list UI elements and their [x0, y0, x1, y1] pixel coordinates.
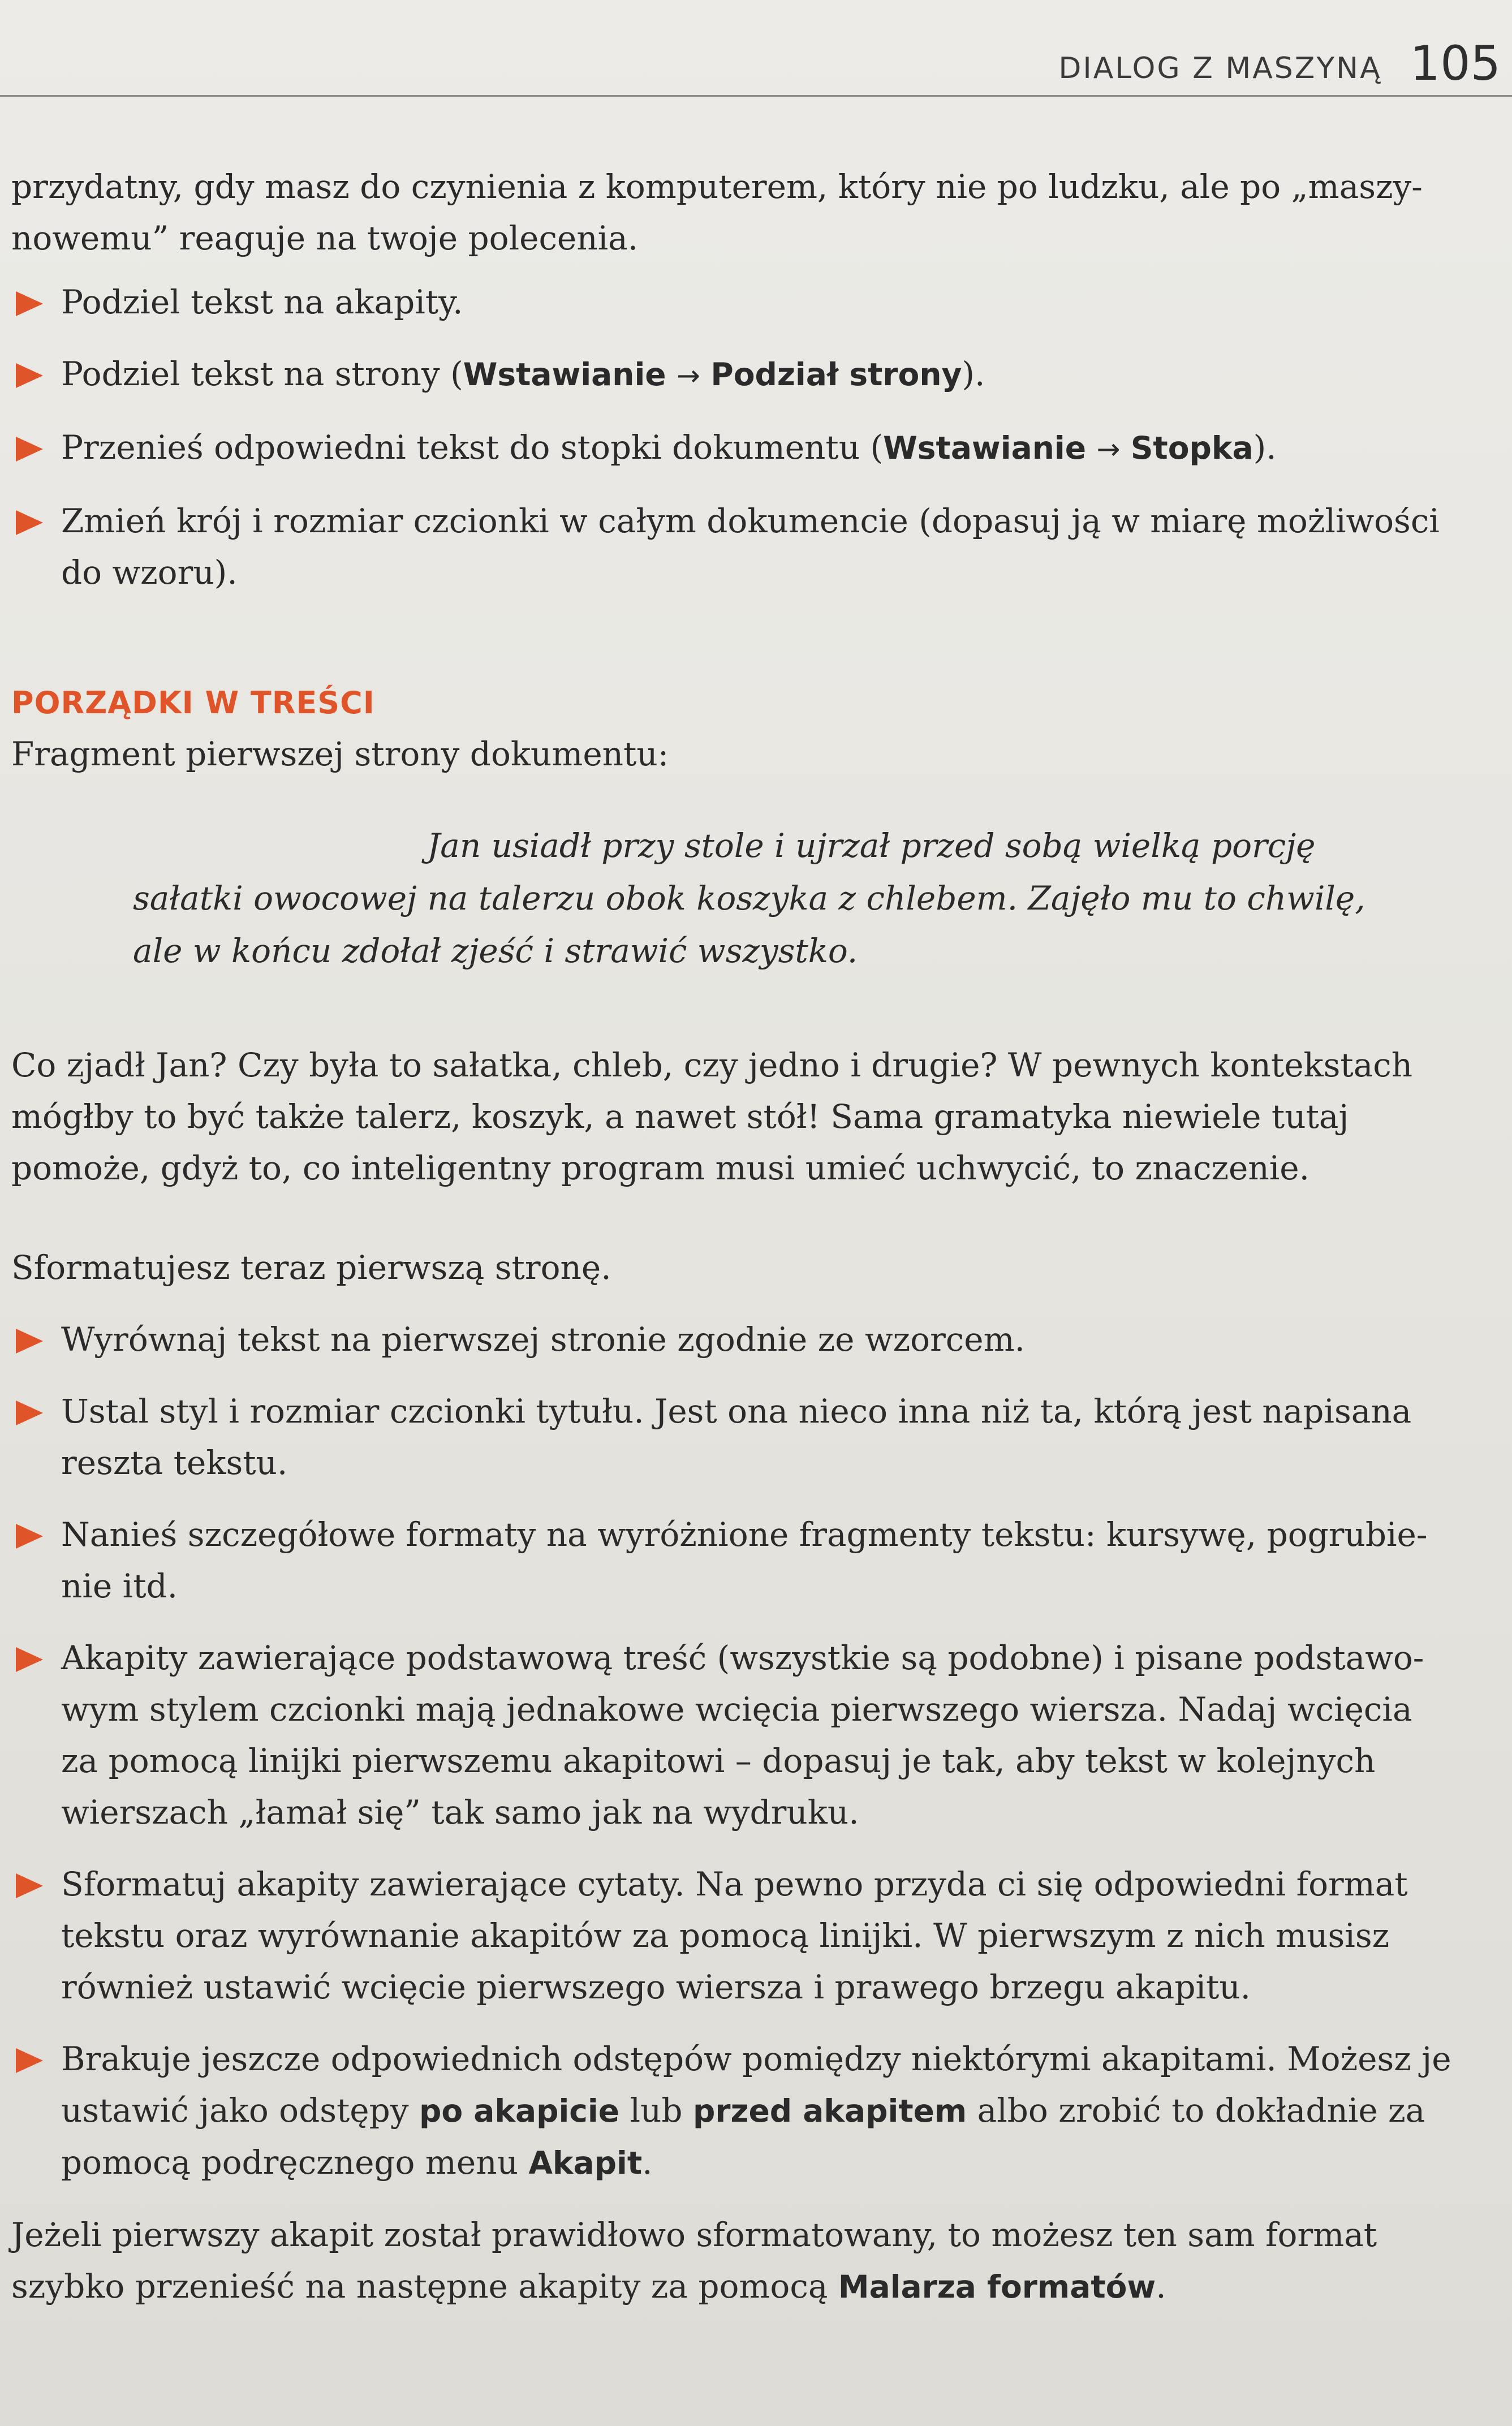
- triangle-bullet-icon: [16, 1647, 43, 1672]
- list-item-text: Wyrównaj tekst na pierwszej stronie zgodnie ze wzorcem.: [61, 1320, 1026, 1359]
- body-paragraph: Sformatujesz teraz pierwszą stronę.: [11, 1248, 611, 1287]
- menu-term: Podział strony: [710, 356, 962, 393]
- list-item-text: Ustal styl i rozmiar czcionki tytułu. Jest ona nieco inna niż ta, którą jest napisana reszta tekstu.: [61, 1392, 1412, 1482]
- arrow-right-icon: →: [677, 359, 700, 392]
- first-bullet-list: [11, 277, 1458, 598]
- header-rule: [0, 95, 1512, 97]
- list-item: [11, 2033, 1458, 2189]
- closing-text: .: [1156, 2267, 1166, 2306]
- quote-line: Jan usiadł przy stole i ujrzał przed sobą wielką porcję: [427, 826, 1316, 865]
- list-item-text: Sformatuj akapity zawierające cytaty. Na pewno przyda ci się odpowiedni format tekstu oraz wyrównanie akapitów za pomocą linijki. W pierwszym z nich musisz również ustawić wcięcie pierwszego wiersza i prawego brzegu akapitu.: [61, 1865, 1408, 2006]
- document-quote: [133, 820, 1458, 977]
- menu-term: Wstawianie: [883, 430, 1087, 466]
- closing-text: Jeżeli pierwszy akapit został prawidłowo sformatowany, to możesz ten sam format szybko przenieść na następne akapity za pomocą: [11, 2216, 1377, 2306]
- menu-term: Akapit: [528, 2145, 643, 2181]
- list-item: [11, 1314, 1458, 1365]
- closing-paragraph: [11, 2209, 1458, 2313]
- list-item-text: lub: [619, 2091, 693, 2130]
- list-item-text: albo zrobić to dokładnie za pomocą podręcznego menu: [61, 2091, 1425, 2182]
- option-term: po akapicie: [419, 2093, 620, 2129]
- page-content: [11, 161, 1458, 2313]
- list-item: [11, 1509, 1458, 1612]
- list-item: [11, 1859, 1458, 2013]
- tool-term: Malarza formatów: [838, 2269, 1156, 2305]
- intro-paragraph: przydatny, gdy masz do czynienia z komputerem, który nie po ludzku, ale po „maszy- nowemu” reaguje na twoje polecenia.: [11, 167, 1423, 257]
- list-item-text: Akapity zawierające podstawową treść (wszystkie są podobne) i pisane podstawo- wym stylem czcionki mają jednakowe wcięcia pierwszego wiersza. Nadaj wcięcia za pomocą linijki pierwszemu akapitowi – dopasuj je tak, aby tekst w kolejnych wierszach „łamał się” tak samo jak na wydruku.: [61, 1639, 1424, 1832]
- page-number: 105: [1410, 36, 1501, 91]
- list-item-text: ).: [1253, 428, 1277, 467]
- list-item-text: Przenieś odpowiedni tekst do stopki dokumentu (: [61, 428, 884, 467]
- list-item-text: Podziel tekst na akapity.: [61, 283, 463, 321]
- list-item-text: Zmień krój i rozmiar czcionki w całym dokumencie (dopasuj ją w miarę możliwości do wzoru).: [61, 502, 1440, 592]
- list-item: [11, 422, 1458, 475]
- list-item-text: Podziel tekst na strony (: [61, 355, 463, 393]
- list-item: [11, 348, 1458, 402]
- triangle-bullet-icon: [16, 1873, 43, 1898]
- list-item: [11, 277, 1458, 328]
- list-item-text: Brakuje jeszcze odpowiednich odstępów pomiędzy niektórymi akapitami. Możesz je ustawić jako odstępy: [61, 2040, 1451, 2130]
- second-bullet-list: [11, 1314, 1458, 2189]
- option-term: przed akapitem: [692, 2093, 967, 2129]
- quote-line: ale w końcu zdołał zjeść i strawić wszystko.: [133, 932, 858, 970]
- triangle-bullet-icon: [16, 510, 43, 535]
- triangle-bullet-icon: [16, 363, 43, 388]
- running-head: DIALOG Z MASZYNĄ: [1058, 51, 1382, 85]
- menu-term: Wstawianie: [463, 356, 666, 393]
- quote-line: sałatki owocowej na talerzu obok koszyka z chlebem. Zajęło mu to chwilę,: [133, 879, 1365, 917]
- triangle-bullet-icon: [16, 437, 43, 462]
- triangle-bullet-icon: [16, 1329, 43, 1354]
- page-header: [0, 31, 1501, 93]
- list-item: [11, 1386, 1458, 1489]
- triangle-bullet-icon: [16, 291, 43, 316]
- list-item: [11, 1632, 1458, 1838]
- triangle-bullet-icon: [16, 2048, 43, 2073]
- list-item-text: .: [642, 2143, 653, 2182]
- triangle-bullet-icon: [16, 1524, 43, 1549]
- arrow-right-icon: →: [1096, 433, 1121, 466]
- triangle-bullet-icon: [16, 1401, 43, 1425]
- menu-term: Stopka: [1130, 430, 1253, 466]
- list-item-text: Nanieś szczegółowe formaty na wyróżnione fragmenty tekstu: kursywę, pogrubie- nie itd.: [61, 1515, 1428, 1605]
- list-item: [11, 495, 1458, 598]
- section-title: PORZĄDKI W TREŚCI: [11, 685, 375, 721]
- body-paragraph: Co zjadł Jan? Czy była to sałatka, chleb, czy jedno i drugie? W pewnych kontekstach mógłby to być także talerz, koszyk, a nawet stół! Sama gramatyka niewiele tutaj pomoże, gdyż to, co inteligentny program musi umieć uchwycić, to znaczenie.: [11, 1046, 1413, 1187]
- fragment-label: Fragment pierwszej strony dokumentu:: [11, 735, 669, 773]
- list-item-text: ).: [962, 355, 985, 393]
